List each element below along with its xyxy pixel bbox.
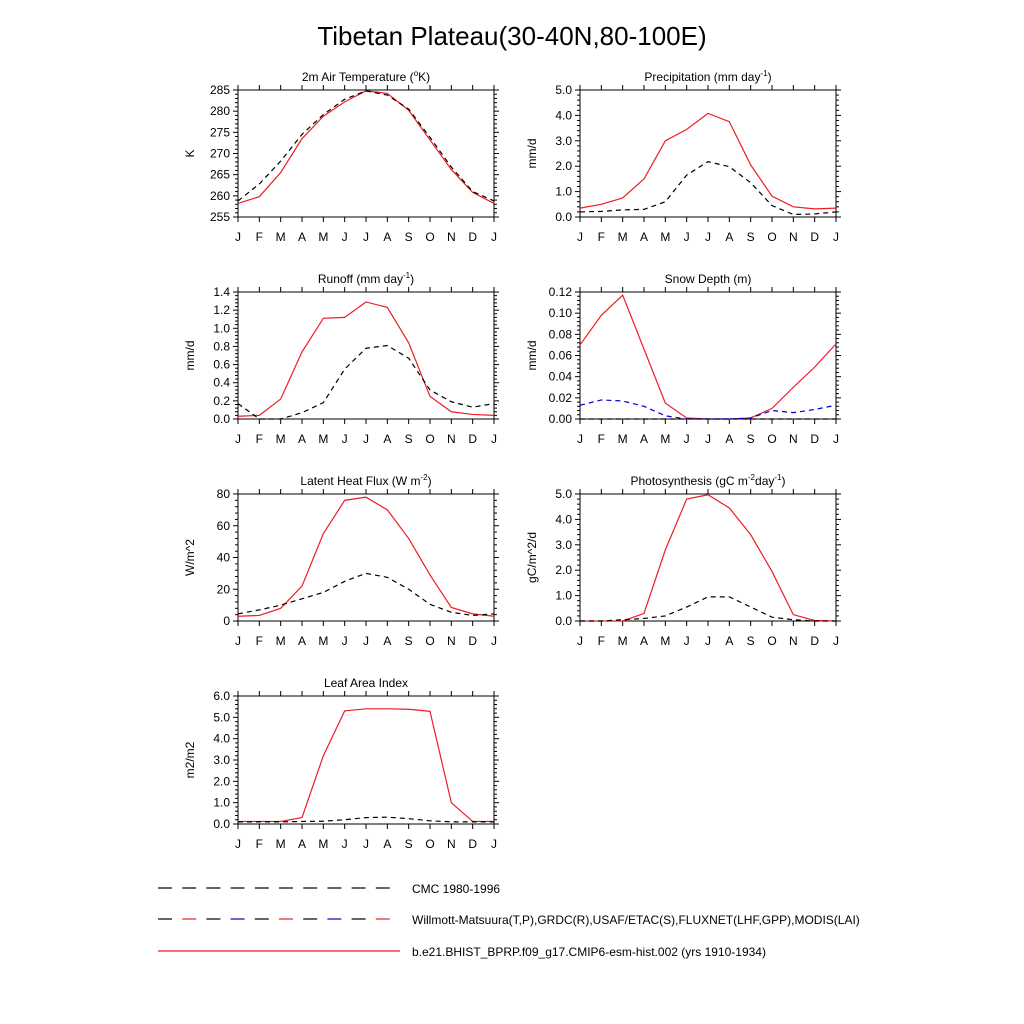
panel-6 — [525, 473, 841, 648]
y-tick-label: 0.8 — [213, 339, 230, 354]
y-tick-label: 20 — [216, 582, 230, 597]
y-tick-label: 0.08 — [548, 327, 572, 342]
x-tick-label: D — [468, 230, 478, 244]
x-tick-label: A — [725, 230, 734, 244]
legend-label: b.e21.BHIST_BPRP.f09_g17.CMIP6-esm-hist.002 (yrs 1910-1934) — [412, 945, 766, 959]
panel-title: Runoff (mm day$^{-1}$) — [317, 271, 415, 286]
x-tick-label: J — [363, 230, 369, 244]
panel-5 — [183, 473, 499, 648]
y-tick-label: 1.0 — [555, 588, 572, 603]
panel-title: Latent Heat Flux (W $m^{-2}$) — [300, 473, 432, 488]
legend — [158, 882, 860, 959]
x-tick-label: A — [383, 230, 392, 244]
panel-title: 2m Air Temperature ($^o$K) — [301, 69, 431, 84]
y-tick-label: 2.0 — [213, 774, 230, 789]
y-tick-label: 6.0 — [213, 689, 230, 703]
x-tick-label: M — [275, 432, 286, 446]
y-tick-label: 285 — [209, 83, 230, 97]
y-tick-label: 1.0 — [213, 795, 230, 810]
y-tick-label: 265 — [209, 167, 230, 182]
x-tick-label: S — [404, 432, 413, 446]
x-tick-label: N — [446, 837, 456, 851]
x-tick-label: J — [705, 432, 711, 446]
y-tick-label: 60 — [216, 518, 230, 533]
x-tick-label: F — [597, 634, 606, 648]
x-tick-label: D — [468, 837, 478, 851]
y-tick-label: 40 — [216, 550, 230, 565]
x-tick-label: J — [341, 230, 348, 244]
x-tick-label: N — [446, 230, 456, 244]
y-tick-label: 0.6 — [213, 357, 230, 372]
y-tick-label: 5.0 — [555, 487, 572, 501]
x-tick-label: J — [235, 432, 241, 446]
y-tick-label: 4.0 — [555, 108, 572, 123]
x-tick-label: M — [660, 634, 671, 648]
x-tick-label: J — [363, 634, 369, 648]
y-tick-label: 255 — [209, 210, 230, 224]
y-tick-label: 1.4 — [213, 285, 230, 299]
panel-2 — [525, 69, 841, 244]
x-tick-label: M — [617, 634, 628, 648]
y-tick-label: 0.0 — [555, 614, 572, 628]
series-line-obs — [238, 91, 494, 201]
x-tick-label: A — [725, 432, 734, 446]
x-tick-label: S — [404, 837, 413, 851]
series-line-obs — [580, 162, 836, 215]
panel-1 — [183, 69, 499, 244]
x-tick-label: O — [767, 230, 777, 244]
y-tick-label: 0.0 — [555, 210, 572, 224]
y-tick-label: 0.04 — [548, 369, 572, 384]
x-tick-label: J — [235, 837, 241, 851]
y-tick-label: 0.12 — [548, 285, 572, 299]
x-tick-label: O — [425, 634, 435, 648]
x-tick-label: J — [577, 634, 583, 648]
y-tick-label: 0.0 — [213, 412, 230, 426]
x-tick-label: F — [255, 230, 264, 244]
y-tick-label: 1.0 — [555, 184, 572, 199]
y-tick-label: 0.06 — [548, 348, 572, 363]
x-tick-label: A — [297, 432, 307, 446]
x-tick-label: D — [468, 432, 478, 446]
y-tick-label: 2.0 — [555, 159, 572, 174]
x-tick-label: F — [255, 634, 264, 648]
x-tick-label: M — [617, 432, 628, 446]
x-tick-label: A — [383, 837, 392, 851]
x-tick-label: N — [788, 432, 798, 446]
x-tick-label: J — [491, 837, 497, 851]
panels — [183, 69, 841, 851]
series-line-model — [238, 302, 494, 416]
y-tick-label: 0.10 — [548, 306, 572, 321]
x-tick-label: J — [235, 634, 241, 648]
series-line-model — [238, 709, 494, 822]
x-tick-label: J — [491, 230, 497, 244]
x-tick-label: O — [425, 837, 435, 851]
x-tick-label: J — [683, 634, 690, 648]
x-tick-label: J — [833, 634, 839, 648]
x-tick-label: A — [639, 432, 649, 446]
series-line-obs — [238, 346, 494, 419]
x-tick-label: S — [746, 432, 755, 446]
x-tick-label: J — [235, 230, 241, 244]
x-tick-label: N — [446, 432, 456, 446]
x-tick-label: D — [468, 634, 478, 648]
y-tick-label: 0 — [223, 614, 230, 628]
legend-item-1 — [158, 882, 500, 896]
x-tick-label: A — [383, 432, 392, 446]
y-tick-label: 5.0 — [213, 710, 230, 725]
x-tick-label: F — [255, 837, 264, 851]
x-tick-label: M — [275, 230, 286, 244]
panel-title: Precipitation (mm day$^{-1}$) — [644, 69, 772, 84]
x-tick-label: F — [597, 432, 606, 446]
x-tick-label: J — [341, 634, 348, 648]
x-tick-label: S — [746, 230, 755, 244]
y-tick-label: 80 — [216, 487, 230, 501]
panel-3 — [183, 271, 499, 446]
x-tick-label: O — [767, 634, 777, 648]
x-tick-label: A — [297, 230, 307, 244]
figure-title: Tibetan Plateau(30-40N,80-100E) — [317, 21, 707, 51]
series-line-obs_blue — [580, 400, 836, 419]
x-tick-label: A — [725, 634, 734, 648]
legend-item-3 — [158, 945, 766, 959]
y-tick-label: 3.0 — [555, 133, 572, 148]
panel-title: Photosynthesis (gC $m^{-2}day^{-1}$) — [630, 473, 786, 488]
x-tick-label: J — [833, 230, 839, 244]
y-tick-label: 3.0 — [555, 537, 572, 552]
y-tick-label: 280 — [209, 104, 230, 119]
x-tick-label: A — [639, 634, 649, 648]
x-tick-label: A — [297, 837, 307, 851]
plot-frame — [238, 292, 494, 419]
y-axis-label: mm/d — [525, 340, 539, 371]
x-tick-label: J — [705, 230, 711, 244]
plot-frame — [580, 90, 836, 217]
y-tick-label: 270 — [209, 146, 230, 161]
x-tick-label: F — [255, 432, 264, 446]
legend-label: CMC 1980-1996 — [412, 882, 501, 896]
plot-frame — [238, 90, 494, 217]
x-tick-label: A — [297, 634, 307, 648]
x-tick-label: J — [683, 432, 690, 446]
x-tick-label: O — [425, 432, 435, 446]
x-tick-label: J — [705, 634, 711, 648]
x-tick-label: D — [810, 230, 820, 244]
x-tick-label: M — [660, 432, 671, 446]
y-axis-label: gC/m^2/d — [525, 532, 539, 583]
x-tick-label: M — [318, 837, 329, 851]
y-tick-label: 2.0 — [555, 563, 572, 578]
panel-title: Leaf Area Index — [323, 676, 409, 690]
y-tick-label: 1.2 — [213, 303, 230, 318]
y-axis-label: m2/m2 — [183, 741, 197, 779]
panel-title: Snow Depth (m) — [664, 272, 752, 286]
x-tick-label: J — [577, 432, 583, 446]
x-tick-label: A — [383, 634, 392, 648]
x-tick-label: N — [788, 634, 798, 648]
y-axis-label: mm/d — [183, 340, 197, 371]
x-tick-label: S — [404, 230, 413, 244]
x-tick-label: D — [810, 634, 820, 648]
y-tick-label: 275 — [209, 125, 230, 140]
panel-4 — [525, 272, 841, 446]
plot-frame — [238, 696, 494, 824]
y-tick-label: 4.0 — [555, 512, 572, 527]
x-tick-label: N — [446, 634, 456, 648]
x-tick-label: S — [404, 634, 413, 648]
plot-frame — [238, 494, 494, 621]
x-tick-label: M — [617, 230, 628, 244]
legend-label: Willmott-Matsuura(T,P),GRDC(R),USAF/ETAC(S),FLUXNET(LHF,GPP),MODIS(LAI) — [412, 913, 860, 927]
x-tick-label: N — [788, 230, 798, 244]
y-axis-label: K — [183, 149, 197, 158]
series-line-model — [238, 497, 494, 616]
y-tick-label: 0.02 — [548, 390, 572, 405]
x-tick-label: J — [491, 634, 497, 648]
x-tick-label: J — [491, 432, 497, 446]
x-tick-label: J — [341, 432, 348, 446]
y-tick-label: 260 — [209, 188, 230, 203]
x-tick-label: M — [318, 432, 329, 446]
y-tick-label: 5.0 — [555, 83, 572, 97]
x-tick-label: J — [833, 432, 839, 446]
x-tick-label: M — [660, 230, 671, 244]
series-line-obs — [580, 597, 836, 621]
x-tick-label: J — [577, 230, 583, 244]
x-tick-label: D — [810, 432, 820, 446]
x-tick-label: J — [363, 837, 369, 851]
y-tick-label: 0.4 — [213, 375, 230, 390]
panel-7 — [183, 676, 499, 851]
plot-frame — [580, 494, 836, 621]
x-tick-label: M — [318, 634, 329, 648]
y-tick-label: 0.0 — [213, 817, 230, 831]
x-tick-label: S — [746, 634, 755, 648]
series-line-model — [238, 91, 494, 204]
y-tick-label: 1.0 — [213, 321, 230, 336]
series-line-model — [580, 495, 836, 621]
x-tick-label: J — [683, 230, 690, 244]
x-tick-label: J — [341, 837, 348, 851]
y-tick-label: 0.2 — [213, 393, 230, 408]
y-tick-label: 0.00 — [548, 412, 572, 426]
x-tick-label: A — [639, 230, 649, 244]
x-tick-label: J — [363, 432, 369, 446]
y-tick-label: 3.0 — [213, 753, 230, 767]
y-tick-label: 4.0 — [213, 731, 230, 746]
x-tick-label: F — [597, 230, 606, 244]
y-axis-label: W/m^2 — [183, 539, 197, 576]
x-tick-label: M — [275, 634, 286, 648]
x-tick-label: O — [425, 230, 435, 244]
plot-frame — [580, 292, 836, 419]
x-tick-label: O — [767, 432, 777, 446]
legend-item-2 — [158, 913, 860, 927]
x-tick-label: M — [318, 230, 329, 244]
x-tick-label: M — [275, 837, 286, 851]
y-axis-label: mm/d — [525, 138, 539, 169]
